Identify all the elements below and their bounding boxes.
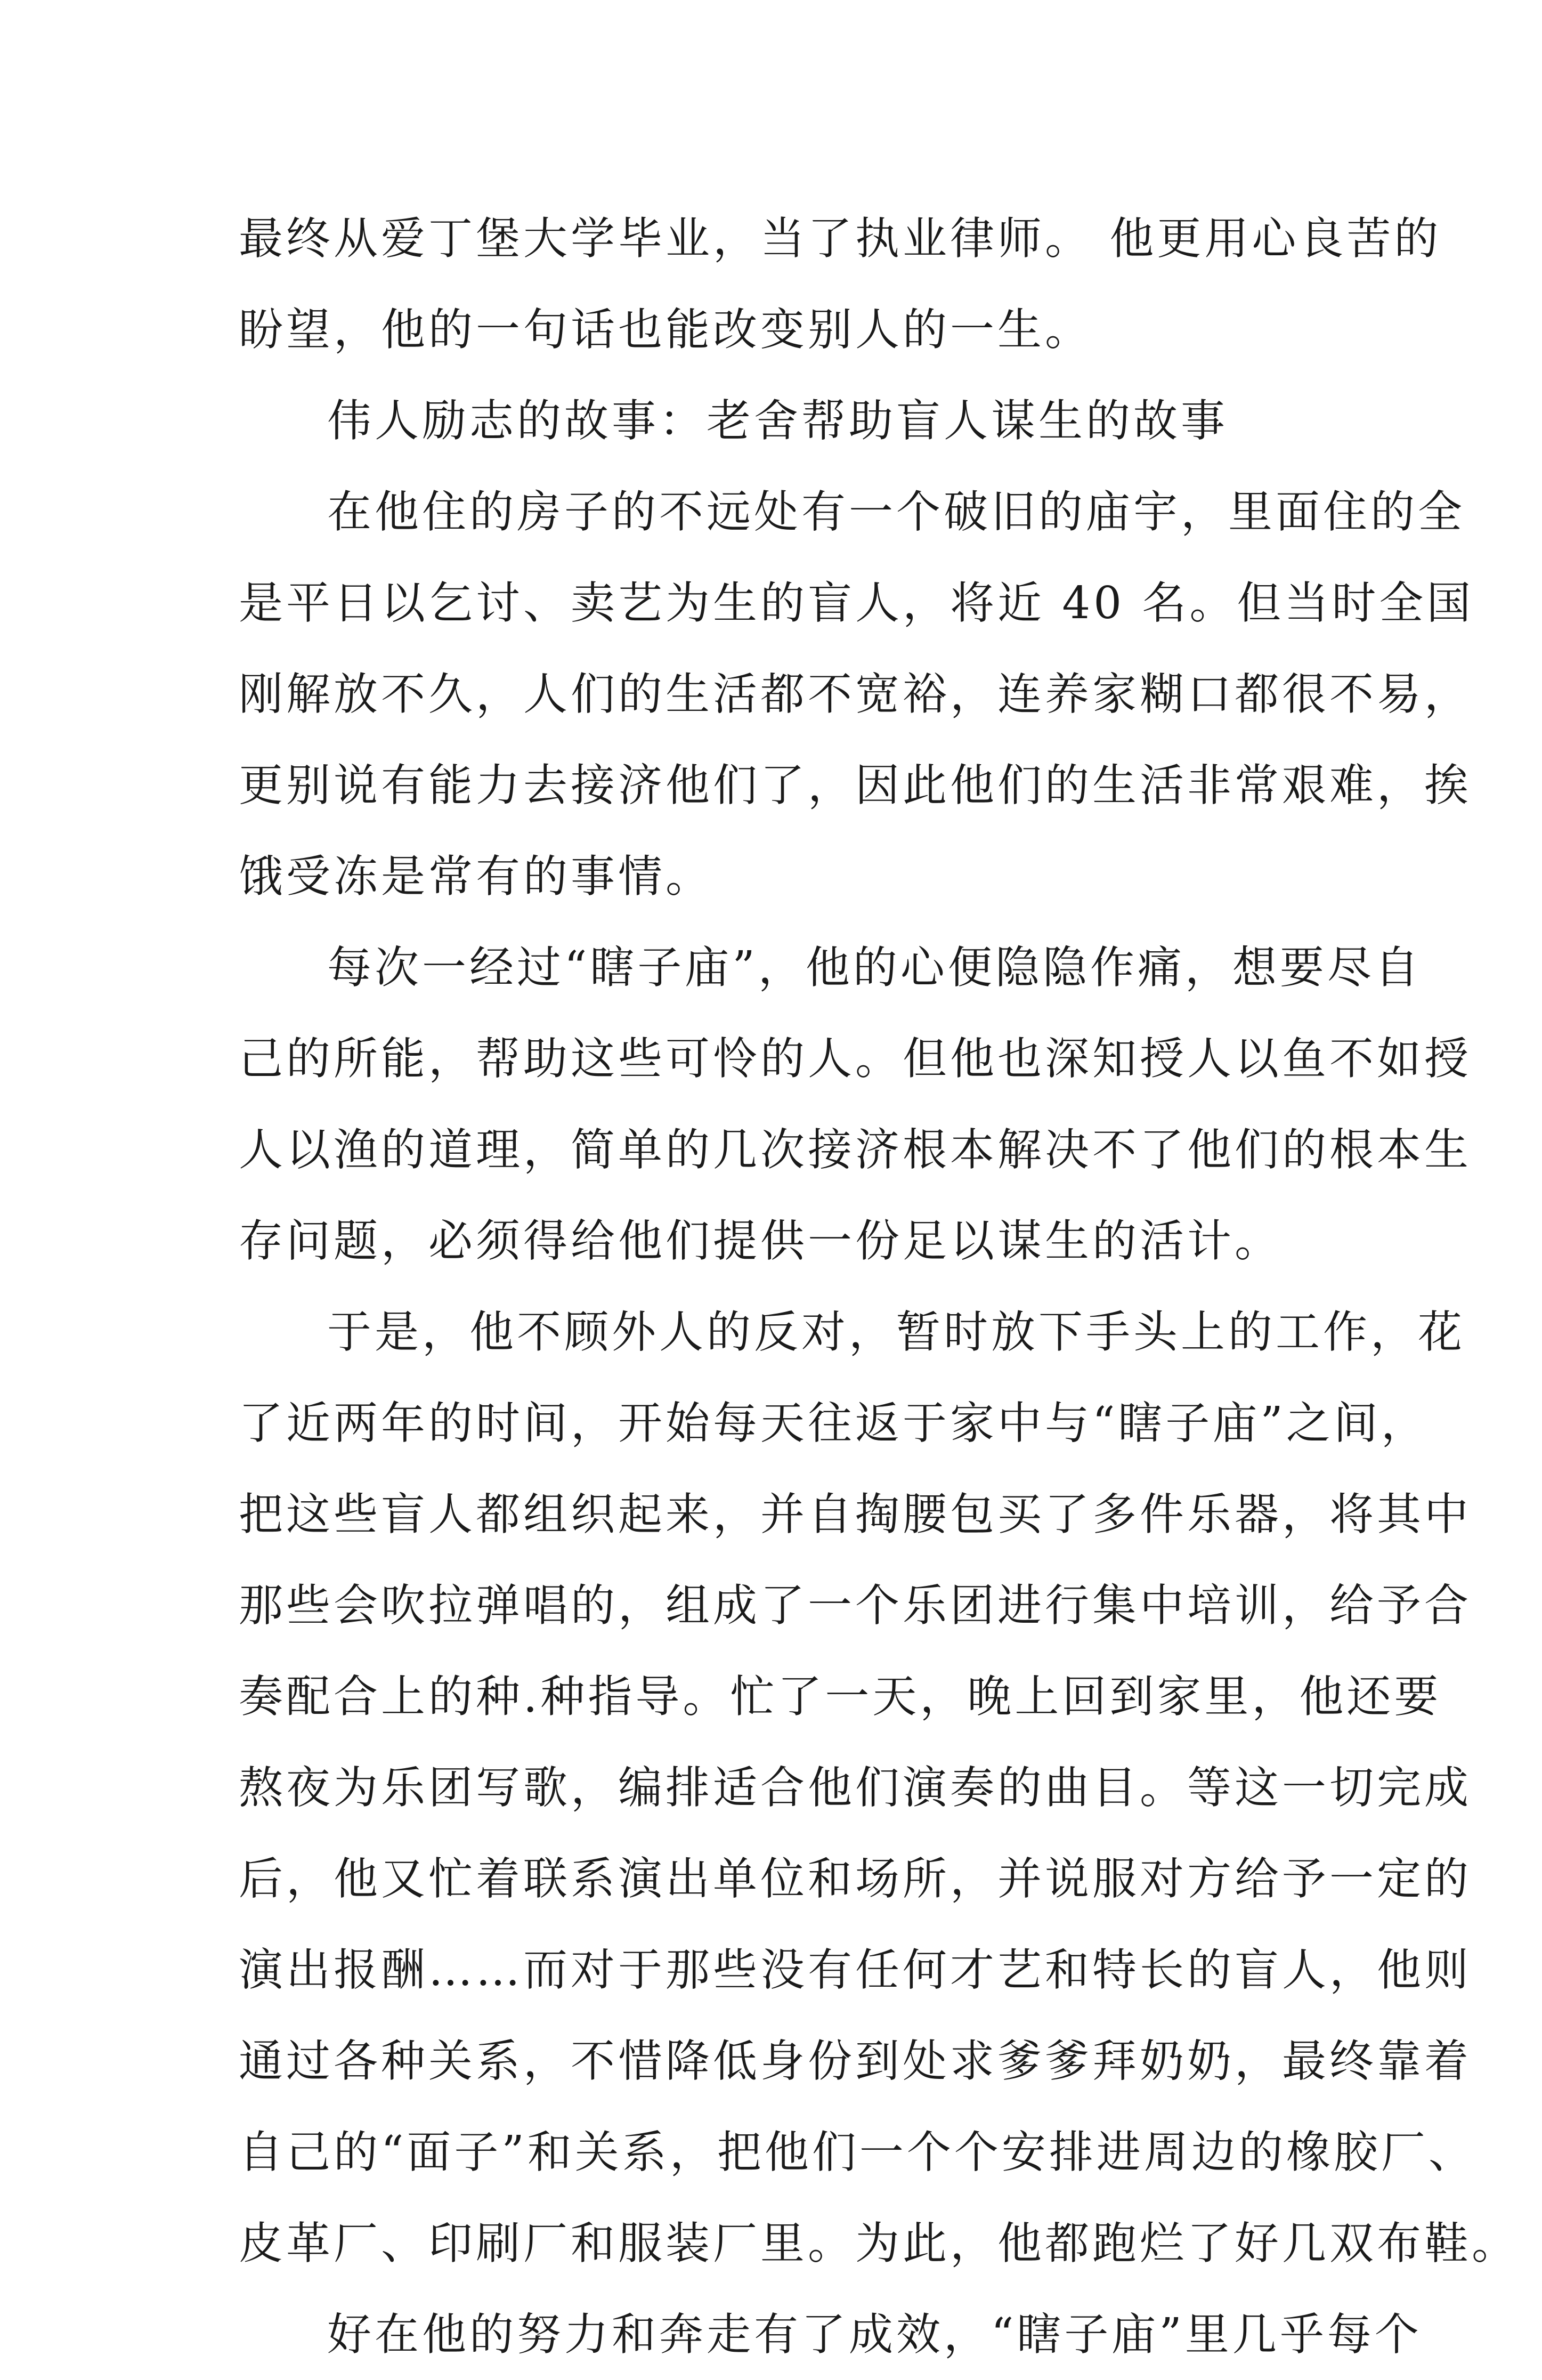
text-line: 己的所能，帮助这些可怜的人。但他也深知授人以鱼不如授 [239,1033,1472,1084]
text-line: 了近两年的时间，开始每天往返于家中与“瞎子庙”之间， [239,1397,1429,1449]
text-line: 饿受冻是常有的事情。 [239,851,713,902]
text-line: 刚解放不久，人们的生活都不宽裕，连养家糊口都很不易， [239,668,1472,720]
text-line: 演出报酬……而对于那些没有任何才艺和特长的盲人，他则 [239,1944,1472,1996]
text-line: 奏配合上的种.种指导。忙了一天，晚上回到家里，他还要 [239,1671,1442,1722]
text-line: 每次一经过“瞎子庙”，他的心便隐隐作痛，想要尽自 [327,942,1422,993]
text-line: 盼望，他的一句话也能改变别人的一生。 [239,304,1092,355]
text-line: 自己的“面子”和关系，把他们一个个安排进周边的橡胶厂、 [239,2126,1476,2178]
text-line: 存问题，必须得给他们提供一份足以谋生的活计。 [239,1215,1282,1267]
document-body [239,193,1519,2380]
text-line: 通过各种关系，不惜降低身份到处求爹爹拜奶奶，最终靠着 [239,2035,1472,2087]
section-heading: 伟人励志的故事：老舍帮助盲人谋生的故事 [327,395,1228,447]
text-line: 把这些盲人都组织起来，并自掏腰包买了多件乐器，将其中 [239,1488,1472,1540]
text-line: 在他住的房子的不远处有一个破旧的庙宇，里面住的全 [327,486,1465,538]
text-line: 熬夜为乐团写歌，编排适合他们演奏的曲目。等这一切完成 [239,1762,1472,1814]
text-line: 后，他又忙着联系演出单位和场所，并说服对方给予一定的 [239,1853,1472,1905]
text-line: 那些会吹拉弹唱的，组成了一个乐团进行集中培训，给予合 [239,1580,1472,1631]
text-line: 皮革厂、印刷厂和服装厂里。为此，他都跑烂了好几双布鞋。 [239,2217,1519,2269]
text-line: 更别说有能力去接济他们了，因此他们的生活非常艰难，挨 [239,759,1472,811]
text-line: 是平日以乞讨、卖艺为生的盲人，将近 40 名。但当时全国 [239,577,1474,629]
text-line: 最终从爱丁堡大学毕业，当了执业律师。 他更用心良苦的 [239,213,1442,264]
text-line: 人以渔的道理，简单的几次接济根本解决不了他们的根本生 [239,1124,1472,1176]
text-line: 于是，他不顾外人的反对，暂时放下手头上的工作，花 [327,1306,1465,1358]
text-line: 好在他的努力和奔走有了成效，“瞎子庙”里几乎每个 [327,2309,1422,2360]
